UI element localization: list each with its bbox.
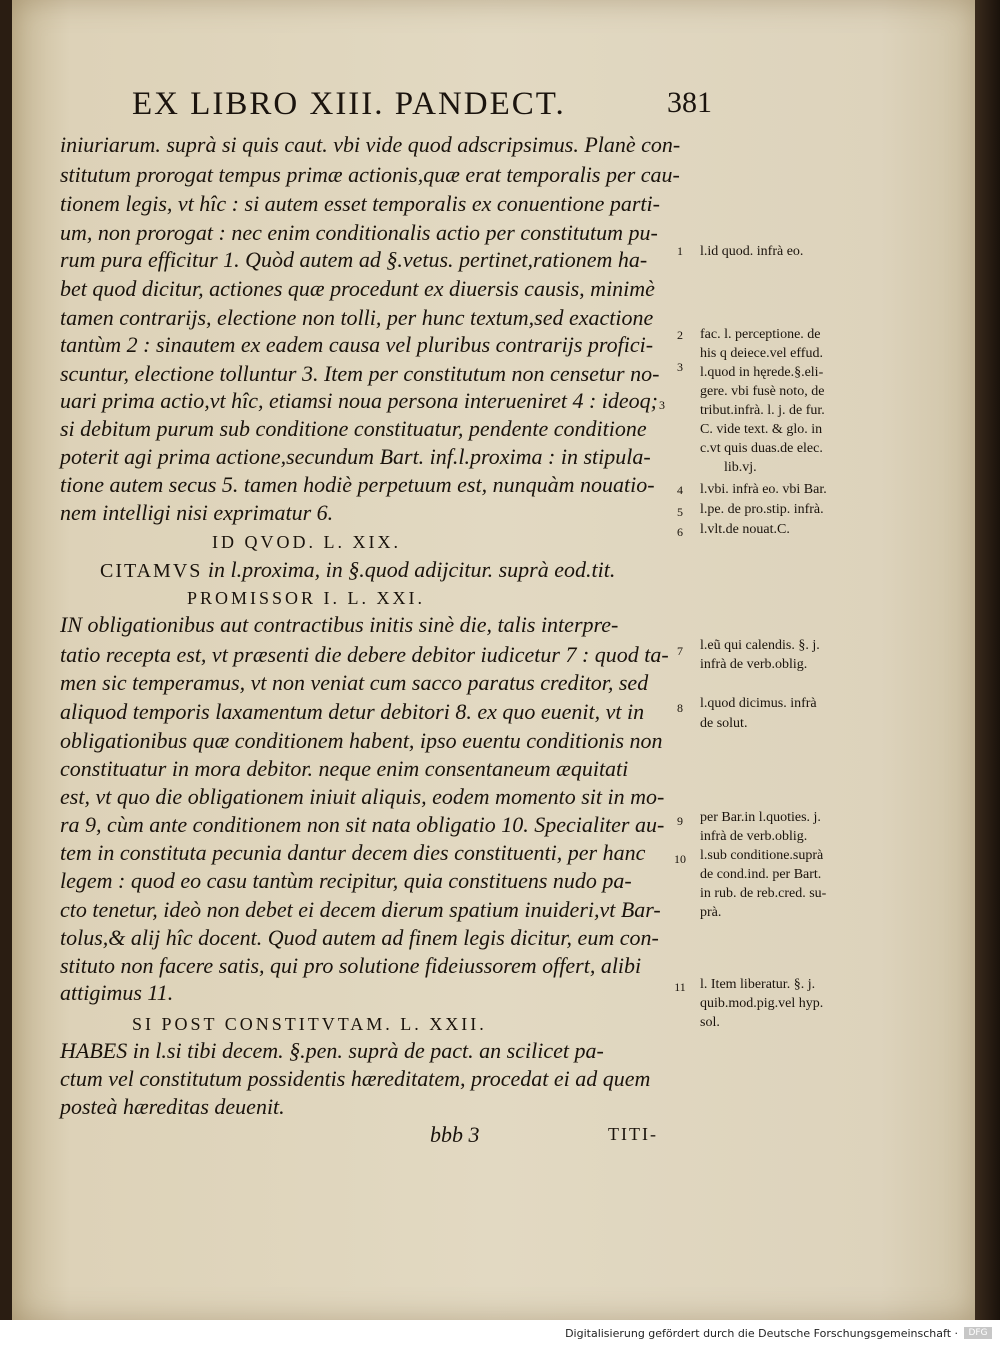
- margin-note: in rub. de reb.cred. su-: [700, 886, 827, 901]
- margin-note: prà.: [700, 905, 722, 920]
- margin-note: l.vlt.de nouat.C.: [700, 522, 790, 537]
- body-line: IN obligationibus aut contractibus initis sinè die, talis interpre-: [60, 612, 619, 637]
- section-heading: ID QVOD. L. XIX.: [212, 532, 401, 552]
- section-heading: PROMISSOR I. L. XXI.: [187, 588, 426, 608]
- margin-note: l.id quod. infrà eo.: [700, 244, 804, 259]
- footnote-marker: 7: [677, 644, 683, 658]
- margin-note: C. vide text. & glo. in: [700, 422, 823, 437]
- body-line: ra 9, cùm ante conditionem non sit nata obligatio 10. Specialiter au-: [60, 812, 665, 837]
- citation-text: in l.proxima, in §.quod adijcitur. suprà eod.tit.: [202, 557, 616, 582]
- body-line: tem in constituta pecunia dantur decem dies constituenti, per hanc: [60, 840, 646, 865]
- margin-note: sol.: [700, 1015, 720, 1030]
- margin-note: per Bar.in l.quoties. j.: [700, 810, 821, 825]
- margin-note: his q deiece.vel effud.: [700, 346, 823, 361]
- digitization-footer: [0, 1320, 1000, 1347]
- body-line: rum pura efficitur 1. Quòd autem ad §.vetus. pertinet,rationem ha-: [60, 247, 648, 272]
- body-line: poterit agi prima actione,secundum Bart. inf.l.proxima : in stipula-: [60, 444, 651, 469]
- body-line: tolus,& alij hîc docent. Quod autem ad finem legis dicitur, eum con-: [60, 925, 659, 950]
- margin-note: l.sub conditione.suprà: [700, 848, 824, 863]
- body-line: scuntur, electione tolluntur 3. Item per constitutum non censetur no-: [60, 361, 660, 386]
- body-line: tamen contrarijs, electione non tolli, per hunc textum,sed exactione: [60, 305, 654, 330]
- body-line: tione autem secus 5. tamen hodiè perpetuum est, nunquàm nouatio-: [60, 472, 655, 497]
- footnote-marker: 8: [677, 701, 683, 715]
- body-line: HABES in l.si tibi decem. §.pen. suprà de pact. an scilicet pa-: [60, 1038, 604, 1063]
- body-line: posteà hæreditas deuenit.: [60, 1094, 285, 1119]
- margin-note: c.vt quis duas.de elec.: [700, 441, 823, 456]
- body-line: stituto non facere satis, qui pro solutione fideiussorem offert, alibi: [60, 953, 642, 978]
- body-line: um, non prorogat : nec enim conditionalis actio per constitutum pu-: [60, 220, 658, 245]
- page-number: 381: [667, 86, 712, 119]
- running-header: EX LIBRO XIII. PANDECT.: [132, 86, 566, 122]
- footnote-marker: 4: [677, 483, 683, 497]
- body-line: tatio recepta est, vt præsenti die debere debitor iudicetur 7 : quod ta-: [60, 642, 669, 667]
- body-line: cto tenetur, ideò non debet ei decem dierum spatium inuideri,vt Bar-: [60, 897, 661, 922]
- body-line: nem intelligi nisi exprimatur 6.: [60, 500, 334, 525]
- footnote-marker: 5: [677, 505, 683, 519]
- margin-note: l.quod dicimus. infrà: [700, 696, 817, 711]
- margin-note: l.eũ qui calendis. §. j.: [700, 638, 820, 653]
- margin-note: lib.vj.: [724, 460, 757, 475]
- body-line: tionem legis, vt hîc : si autem esset temporalis ex conuentione parti-: [60, 191, 660, 216]
- citation-lead: CITAMVS: [100, 560, 203, 582]
- body-line: obligationibus quæ conditionem habent, ipso euentu conditionis non: [60, 728, 663, 753]
- funding-credit: Digitalisierung gefördert durch die Deutsche Forschungsgemeinschaft ·: [565, 1327, 958, 1340]
- footnote-marker: 1: [677, 244, 683, 258]
- margin-note: tribut.infrà. l. j. de fur.: [700, 403, 825, 418]
- footnote-marker: 10: [674, 852, 686, 866]
- margin-note: l. Item liberatur. §. j.: [700, 977, 816, 992]
- margin-note: infrà de verb.oblig.: [700, 657, 808, 672]
- body-line: ctum vel constitutum possidentis hæreditatem, procedat ei ad quem: [60, 1066, 651, 1091]
- dfg-logo: DFG: [964, 1327, 992, 1339]
- body-line: stitutum prorogat tempus primæ actionis,quæ erat temporalis per cau-: [60, 162, 680, 187]
- section-heading: SI POST CONSTITVTAM. L. XXII.: [132, 1014, 487, 1034]
- book-page: [12, 0, 977, 1320]
- margin-note: fac. l. perceptione. de: [700, 327, 821, 342]
- footnote-marker: 6: [677, 525, 683, 539]
- margin-note: l.vbi. infrà eo. vbi Bar.: [700, 482, 827, 497]
- margin-note: de cond.ind. per Bart.: [700, 867, 822, 882]
- footnote-marker: 3: [659, 398, 665, 412]
- book-edge: [975, 0, 1000, 1320]
- margin-note: gere. vbi fusè noto, de: [700, 384, 825, 399]
- citation-line: [100, 557, 615, 583]
- catchword: TITI-: [608, 1124, 658, 1144]
- body-line: aliquod temporis laxamentum detur debitori 8. ex quo euenit, vt in: [60, 699, 645, 724]
- footnote-marker: 9: [677, 814, 683, 828]
- body-line: si debitum purum sub conditione constituatur, pendente conditione: [60, 416, 647, 441]
- margin-note: quib.mod.pig.vel hyp.: [700, 996, 824, 1011]
- margin-note: infrà de verb.oblig.: [700, 829, 808, 844]
- body-line: attigimus 11.: [60, 980, 174, 1005]
- margin-note: l.quod in hęrede.§.eli-: [700, 365, 824, 380]
- footnote-marker: 3: [677, 360, 683, 374]
- body-line: constituatur in mora debitor. neque enim consentaneum æquitati: [60, 756, 629, 781]
- margin-note: de solut.: [700, 716, 748, 731]
- signature-mark: bbb 3: [430, 1122, 480, 1147]
- body-line: legem : quod eo casu tantùm recipitur, quia constituens nudo pa-: [60, 868, 632, 893]
- body-line: est, vt quo die obligationem iniuit aliquis, eodem momento sit in mo-: [60, 784, 665, 809]
- body-line: tantùm 2 : sinautem ex eadem causa vel pluribus contrarijs profici-: [60, 332, 654, 357]
- margin-note: l.pe. de pro.stip. infrà.: [700, 502, 824, 517]
- body-line: bet quod dicitur, actiones quæ procedunt ex diuersis causis, minimè: [60, 276, 655, 301]
- body-line: iniuriarum. suprà si quis caut. vbi vide quod adscripsimus. Planè con-: [60, 132, 681, 157]
- body-line: men sic temperamus, vt non veniat cum sacco paratus creditor, sed: [60, 670, 649, 695]
- footnote-marker: 2: [677, 328, 683, 342]
- body-line: uari prima actio,vt hîc, etiamsi noua persona interueniret 4 : ideoq;: [60, 388, 658, 413]
- footnote-marker: 11: [674, 980, 686, 994]
